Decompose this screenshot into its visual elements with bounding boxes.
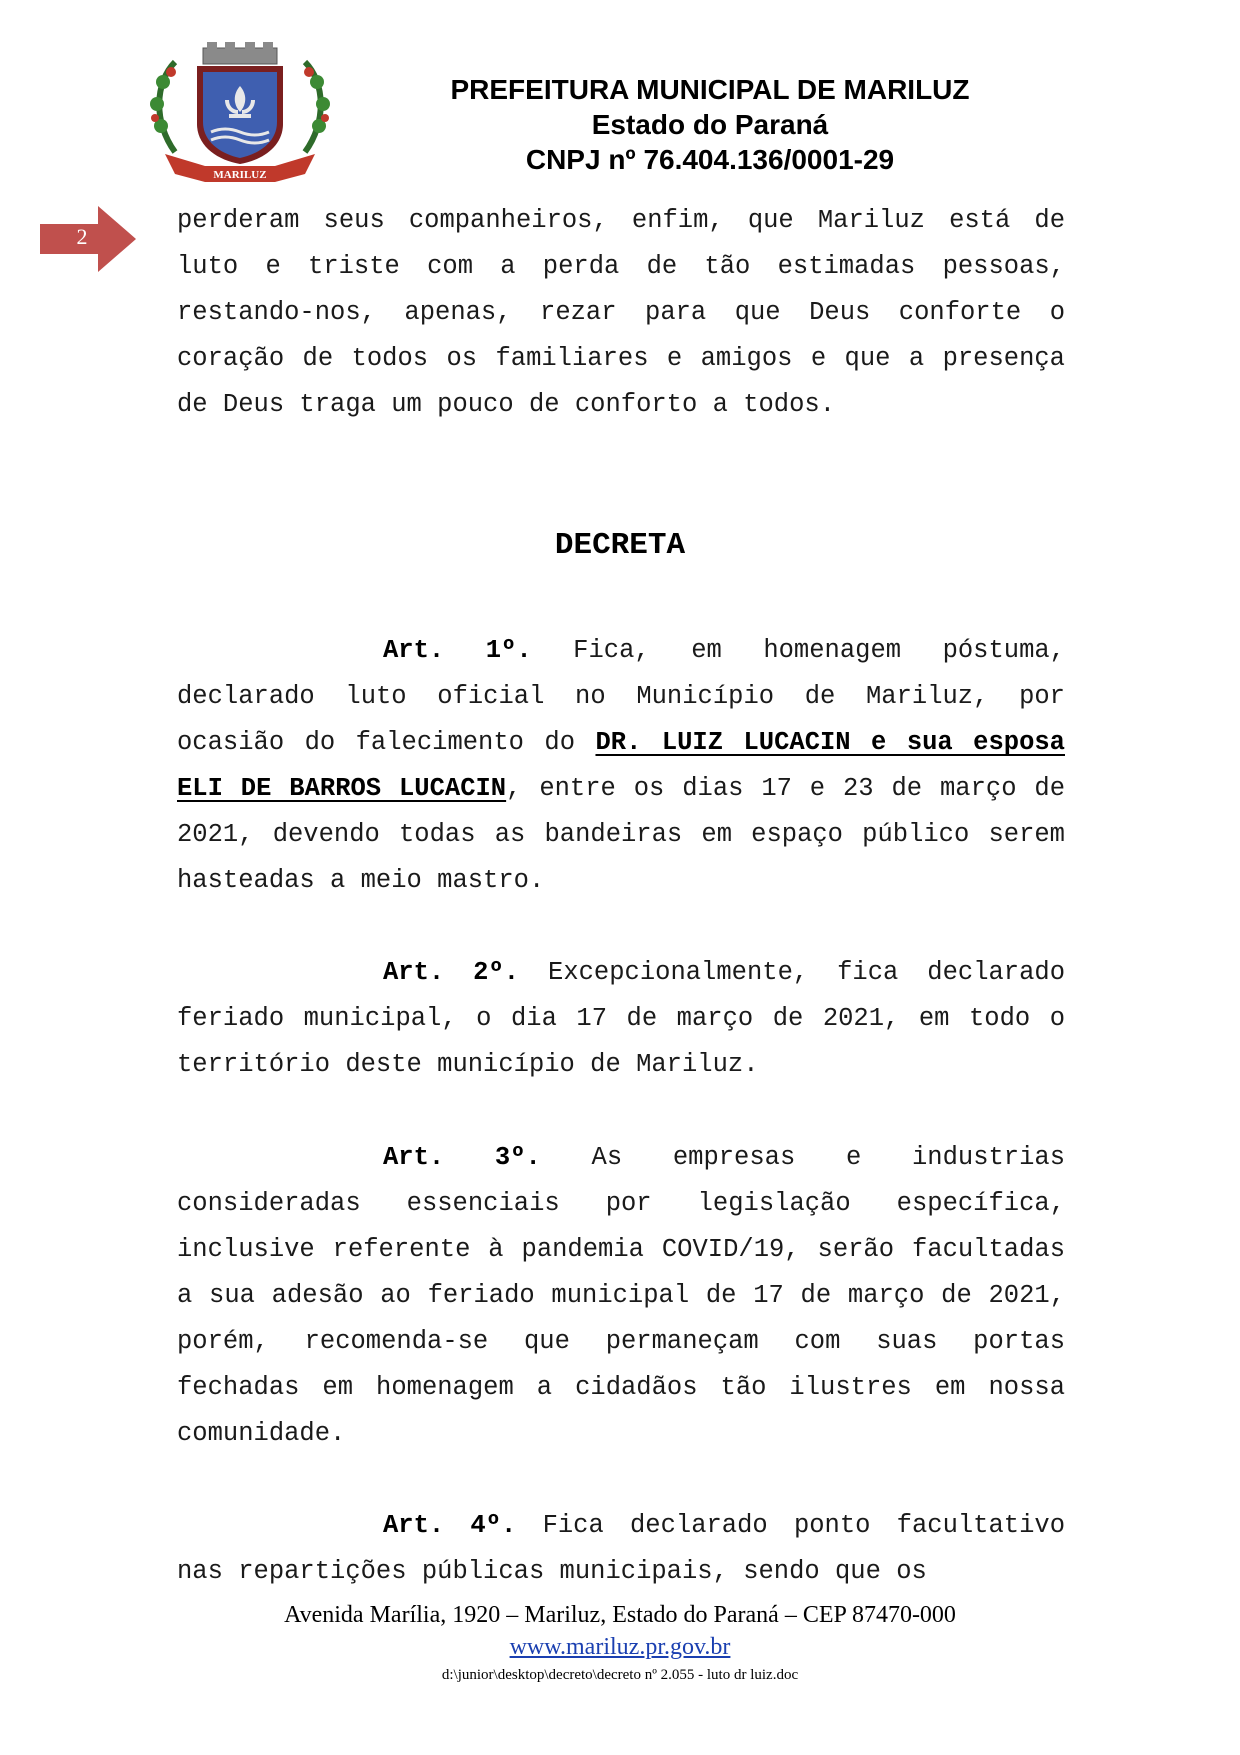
crest-banner-text: MARILUZ — [213, 169, 267, 181]
article-1-honorees: DR. LUIZ LUCACIN e sua esposa ELI DE BARROS LUCACIN — [177, 728, 1065, 803]
cnpj-number: CNPJ nº 76.404.136/0001-29 — [525, 144, 895, 175]
footer-website-link[interactable]: www.mariluz.pr.gov.br — [509, 1634, 731, 1660]
decree-heading: DECRETA — [554, 528, 686, 563]
article-1-label: Art. 1º. — [383, 636, 532, 665]
footer-file-path: d:\junior\desktop\decreto\decreto nº 2.055 - luto dr luiz.doc — [441, 1667, 799, 1683]
letterhead-text — [380, 72, 1040, 177]
article-1-text-a: Fica, em homenagem póstuma, declarado luto oficial no Município de Mariluz, por ocasião do falecimento do — [177, 636, 1065, 757]
article-3-text: As empresas e industrias consideradas essenciais por legislação específica, inclusive referente à pandemia COVID/19, serão facultadas a sua adesão ao feriado municipal de 17 de março de 2021, porém, recomenda-se que permaneçam com suas portas fechadas em homenagem a cidadãos tão ilustres em nossa comunidade. — [177, 1143, 1066, 1448]
municipality-name: PREFEITURA MUNICIPAL DE MARILUZ — [450, 74, 970, 105]
article-2-label: Art. 2º. — [383, 958, 520, 987]
letterhead — [0, 0, 1240, 200]
article-1 — [177, 628, 1065, 904]
article-2-text: Excepcionalmente, fica declarado feriado municipal, o dia 17 de março de 2021, em todo o território deste município de Mariluz. — [177, 958, 1066, 1079]
intro-paragraph: perderam seus companheiros, enfim, que Mariluz está de luto e triste com a perda de tão estimadas pessoas, restando-nos, apenas, rezar para que Deus conforte o coração de todos os familiares e amigos e que a presença de Deus traga um pouco de conforto a todos. — [177, 206, 1065, 419]
article-2 — [177, 950, 1065, 1088]
article-4-label: Art. 4º. — [383, 1511, 517, 1540]
article-3 — [177, 1135, 1065, 1457]
municipal-crest-logo — [145, 42, 335, 192]
article-4-text: Fica declarado ponto facultativo nas repartições públicas municipais, sendo que os — [177, 1511, 1066, 1586]
footer-address: Avenida Marília, 1920 – Mariluz, Estado do Paraná – CEP 87470-000 — [284, 1602, 956, 1628]
state-name: Estado do Paraná — [591, 109, 829, 140]
article-3-label: Art. 3º. — [383, 1143, 541, 1172]
article-4 — [177, 1503, 1065, 1595]
page-number: 2 — [76, 224, 88, 249]
article-1-text-b: , entre os dias 17 e 23 de março de 2021, devendo todas as bandeiras em espaço público serem hasteadas a meio mastro. — [177, 774, 1065, 895]
